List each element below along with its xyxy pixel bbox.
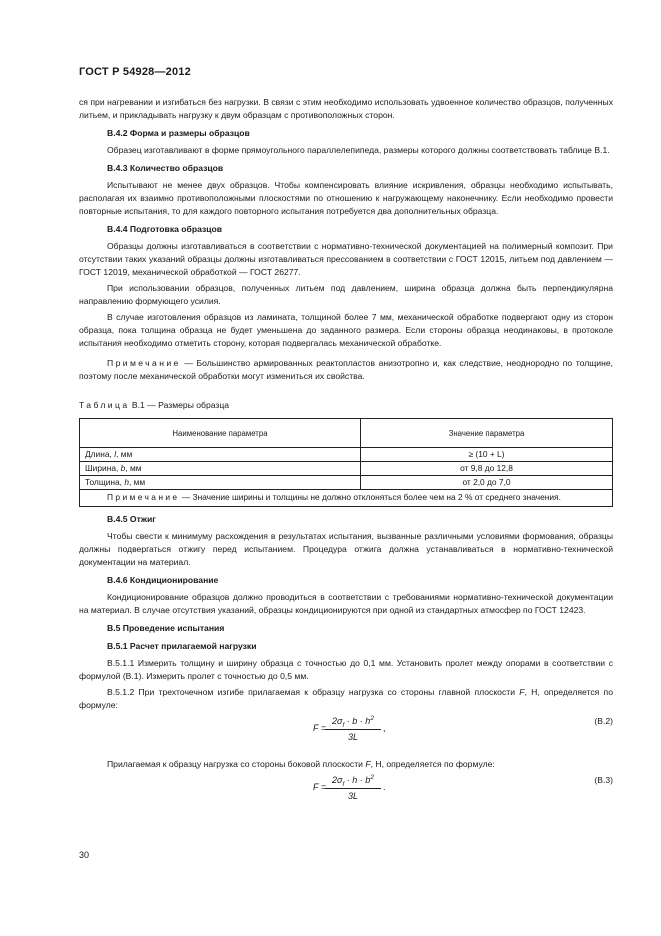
formula-numerator: $2\sigma_f \cdot h \cdot b^2$ (325, 774, 381, 789)
table-note-row (80, 490, 613, 507)
table-row (80, 448, 613, 462)
table-row (80, 462, 613, 476)
paragraph: Кондиционирование образцов должно проводиться в соответствии с требованиями нормативно-технической документации на материал. В случае отсутствия указаний, образцы кондиционируются при одной из стандартных атмосфер по ГОСТ 12423. (79, 592, 613, 615)
table-cell-value: от 2,0 до 7,0 (361, 476, 613, 490)
note-text: — Большинство армированных реактопластов анизотропно и, как следствие, неоднородно по толщине, поэтому после механической обработки могут измениться их свойства. (79, 358, 613, 381)
table-header-value: Значение параметра (361, 419, 613, 448)
section-heading-b442: B.4.2 Форма и размеры образцов (107, 128, 250, 138)
table-row (80, 476, 613, 490)
table-cell-value: ≥ (10 + L) (361, 448, 613, 462)
formula-b2 (79, 715, 613, 755)
table-note-text: — Значение ширины и толщины не должно отклоняться более чем на 2 % от среднего значения. (179, 492, 561, 502)
table-header-parameter: Наименование параметра (80, 419, 361, 448)
formula-denominator: 3L (347, 732, 358, 742)
formula-denominator: 3L (347, 791, 358, 801)
standard-header: ГОСТ Р 54928—2012 (79, 66, 191, 78)
formula-numerator: $2\sigma_f \cdot b \cdot h^2$ (325, 715, 381, 730)
table-cell-value: от 9,8 до 12,8 (361, 462, 613, 476)
table-cell-name: Длина, l, мм (80, 448, 361, 462)
section-heading-b444: B.4.4 Подготовка образцов (107, 224, 223, 234)
paragraph: ся при нагревании и изгибаться без нагрузки. В связи с этим необходимо использовать удвоенное количество образцов, полученных литьем, и прикладывать нагрузку к двум образцам с противоположных сторон. (79, 97, 613, 120)
formula-end: . (383, 782, 386, 792)
paragraph: При использовании образцов, полученных литьем под давлением, ширина образца должна быть перпендикулярна направлению формующего усилия. (79, 283, 613, 306)
section-heading-b445: B.4.5 Отжиг (107, 514, 156, 524)
paragraph: Испытывают не менее двух образцов. Чтобы компенсировать влияние искривления, образцы необходимо испытывать, располагая их взаимно противоположными плоскостями по отношению к нагружающему наконечнику. Если необходимо провести повторные испытания, то для каждого повторного испытания потребуется два дополнительных образца. (79, 180, 613, 216)
section-heading-b5: B.5 Проведение испытания (107, 623, 225, 633)
formula-lhs: F = (313, 723, 327, 733)
paragraph: В.5.1.2 При трехточечном изгибе прилагаемая к образцу нагрузка со стороны главной плоскости F, Н, определяется по формуле: (79, 687, 613, 710)
paragraph: Чтобы свести к минимуму расхождения в результатах испытания, вызванные различными условиями формования, образцы должны подвергаться отжигу перед испытанием. Процедура отжига должна устанавливаться в нормативно-технической документации на материал. (79, 531, 613, 567)
formula-end: , (383, 723, 386, 733)
table-header-row (80, 419, 613, 448)
paragraph: Прилагаемая к образцу нагрузка со стороны боковой плоскости F, Н, определяется по формуле: (107, 759, 495, 769)
paragraph: Образец изготавливают в форме прямоугольного параллелепипеда, размеры которого должны соответствовать таблице В.1. (107, 145, 610, 155)
note-label: Примечание (107, 358, 181, 368)
table-caption-text: В.1 — Размеры образца (129, 400, 230, 410)
formula-fraction (325, 774, 381, 803)
formula-fraction (325, 715, 381, 744)
table-note (80, 490, 613, 507)
section-heading-b51: B.5.1 Расчет прилагаемой нагрузки (107, 641, 257, 651)
sample-dimensions-table (79, 418, 613, 507)
formula-lhs: F = (313, 782, 327, 792)
table-note-label: Примечание (107, 492, 180, 502)
table-caption-label: Таблица (79, 400, 130, 410)
paragraph: Образцы должны изготавливаться в соответствии с нормативно-технической документацией на полимерный композит. При отсутствии таких указаний образцы должны изготавливаться прессованием в соответствии с ГОСТ 12015, литьем под давлением — ГОСТ 12019, механической обработкой — ГОСТ 26277. (79, 241, 613, 277)
table-cell-name: Толщина, h, мм (80, 476, 361, 490)
equation-number: (В.2) (594, 716, 613, 726)
paragraph: В.5.1.1 Измерить толщину и ширину образца с точностью до 0,1 мм. Установить пролет между опорами в соответствии с формулой (В.1). Измерить пролет с точностью до 0,5 мм. (79, 658, 613, 681)
formula-b3 (79, 774, 613, 814)
equation-number: (В.3) (594, 775, 613, 785)
table-cell-name: Ширина, b, мм (80, 462, 361, 476)
page-content (79, 96, 613, 817)
page-number: 30 (79, 850, 90, 860)
paragraph: В случае изготовления образцов из ламината, толщиной более 7 мм, механической обработке подвергают одну из сторон образца, пока толщина образца не будет уменьшена до заданного размера. Если стороны образца неодинаковы, в протоколе испытания необходимо отметить сторону, которая подвергалась механической обработке. (79, 312, 613, 348)
section-heading-b446: B.4.6 Кондиционирование (107, 575, 219, 585)
section-heading-b443: B.4.3 Количество образцов (107, 163, 224, 173)
note (79, 357, 613, 383)
table-caption (79, 399, 613, 412)
